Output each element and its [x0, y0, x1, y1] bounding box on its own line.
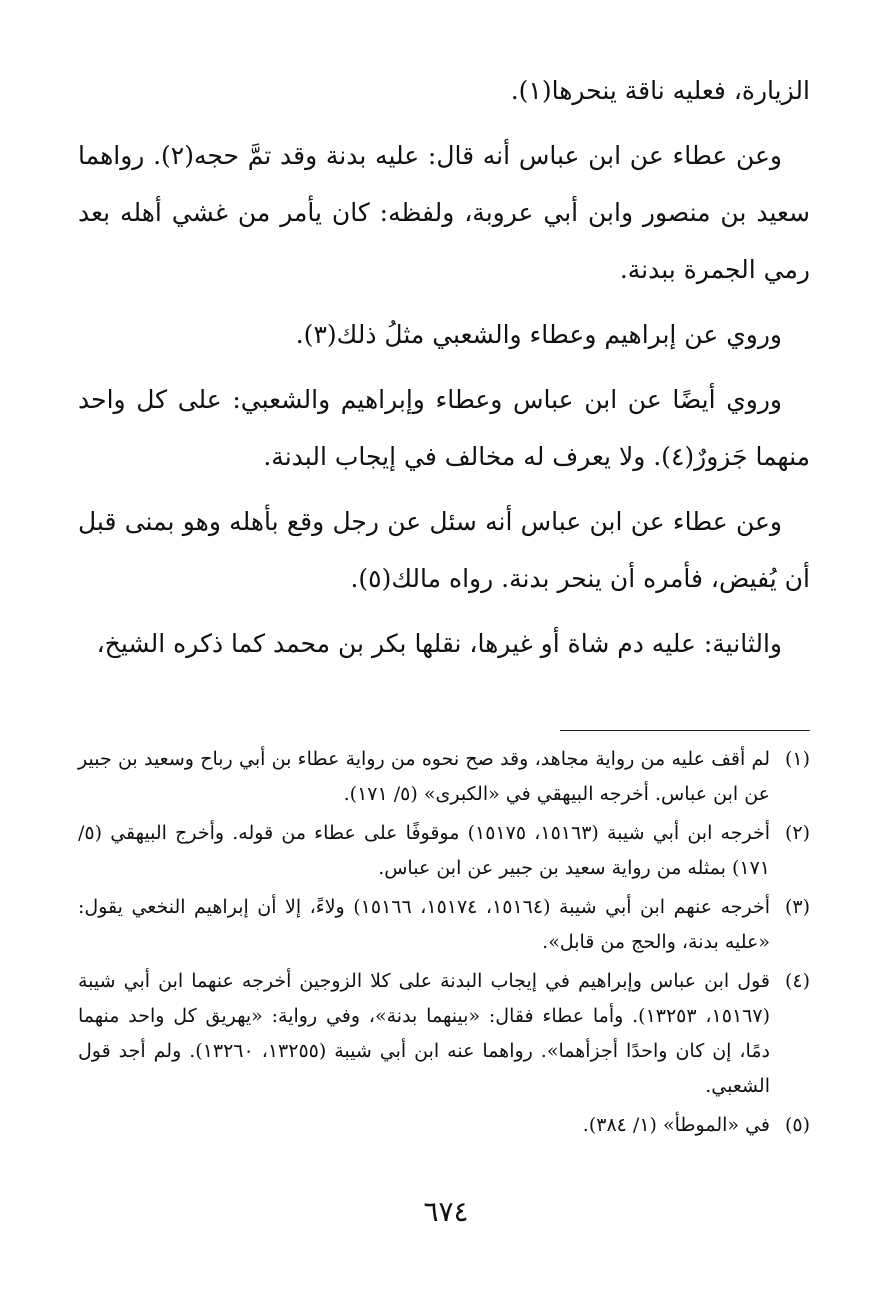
footnote-number: (٥)	[784, 1114, 810, 1136]
footnote-text: أخرجه عنهم ابن أبي شيبة (١٥١٦٤، ١٥١٧٤، ١٥١٦٦) ولاءً، إلا أن إبراهيم النخعي يقول: «عليه بدنة، والحج من قابل».	[78, 896, 771, 953]
page-number: ٦٧٤	[423, 1195, 469, 1228]
paragraph: الزيارة، فعليه ناقة ينحرها(١).	[510, 76, 810, 105]
paragraph: وعن عطاء عن ابن عباس أنه سئل عن رجل وقع بأهله وهو بمنى قبل أن يُفيض، فأمره أن ينحر بدنة. رواه مالك(٥).	[78, 507, 810, 593]
main-text	[78, 62, 810, 680]
paragraph: وروي عن إبراهيم وعطاء والشعبي مثلُ ذلك(٣).	[295, 320, 782, 349]
paragraph: وروي أيضًا عن ابن عباس وعطاء وإبراهيم والشعبي: على كل واحد منهما جَزورٌ(٤). ولا يعرف له مخالف في إيجاب البدنة.	[78, 385, 810, 471]
footnote-text: أخرجه ابن أبي شيبة (١٥١٦٣، ١٥١٧٥) موقوفًا على عطاء من قوله. وأخرج البيهقي (٥/ ١٧١) بمثله من رواية سعيد بن جبير عن ابن عباس.	[78, 822, 770, 879]
footnote-number: (٤)	[784, 970, 810, 992]
footnote-text: لم أقف عليه من رواية مجاهد، وقد صح نحوه من رواية عطاء بن أبي رباح وسعيد بن جبير عن ابن عباس. أخرجه البيهقي في «الكبرى» (٥/ ١٧١).	[78, 748, 770, 805]
footnote-number: (٢)	[784, 822, 810, 844]
footnote-number: (١)	[784, 748, 810, 770]
footnote	[78, 742, 810, 812]
footnote	[78, 890, 810, 960]
footnotes	[78, 742, 810, 1147]
footnote-divider	[560, 730, 810, 731]
paragraph: وعن عطاء عن ابن عباس أنه قال: عليه بدنة وقد تمَّ حجه(٢). رواهما سعيد بن منصور وابن أبي عروبة، ولفظه: كان يأمر من غشي أهله بعد رمي الجمرة ببدنة.	[78, 141, 810, 284]
footnote	[78, 816, 810, 886]
footnote	[78, 1108, 810, 1143]
footnote-number: (٣)	[784, 896, 810, 918]
footnote-text: قول ابن عباس وإبراهيم في إيجاب البدنة على كلا الزوجين أخرجه عنهما ابن أبي شيبة (١٥١٦٧، ١٣٢٥٣). وأما عطاء فقال: «بينهما بدنة»، وفي رواية: «يهريق كل واحد منهما دمًا، إن كان واحدًا أجزأهما». رواهما عنه ابن أبي شيبة (١٣٢٥٥، ١٣٢٦٠). ولم أجد قول الشعبي.	[78, 970, 770, 1097]
footnote-text: في «الموطأ» (١/ ٣٨٤).	[582, 1114, 770, 1136]
paragraph: والثانية: عليه دم شاة أو غيرها، نقلها بكر بن محمد كما ذكره الشيخ،	[96, 629, 782, 658]
footnote	[78, 964, 810, 1104]
